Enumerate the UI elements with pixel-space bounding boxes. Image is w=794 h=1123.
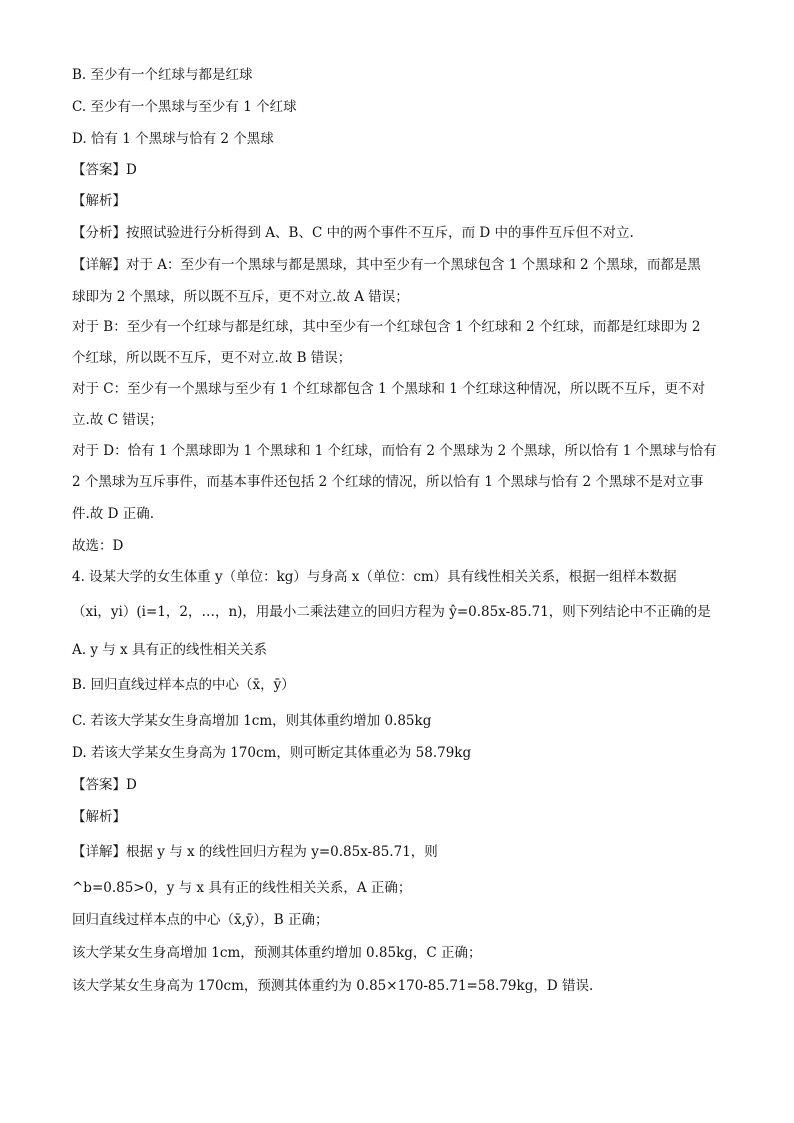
detail-line-3: 对于 B：至少有一个红球与都是红球，其中至少有一个红球包含 1 个红球和 2 个红球，而都是红球即为 2	[72, 319, 701, 335]
q4-detail-line-5: 该大学某女生身高为 170cm，预测其体重约为 0.85×170-85.71=58.79kg，D 错误.	[72, 978, 594, 994]
question-4-line-2: （xi，yi）(i=1，2，…，n)，用最小二乘法建立的回归方程为 ŷ=0.85x-85.71，则下列结论中不正确的是	[72, 604, 711, 620]
detail-line-6: 立.故 C 错误；	[72, 412, 163, 428]
q4-option-b: B. 回归直线过样本点的中心（x̄，ȳ）	[72, 677, 295, 693]
choice-line: 故选：D	[72, 538, 124, 554]
q4-option-c: C. 若该大学某女生身高增加 1cm，则其体重约增加 0.85kg	[72, 713, 432, 729]
q4-detail-line-3: 回归直线过样本点的中心（x̄,ȳ），B 正确；	[72, 912, 329, 928]
analysis-summary-line: 【分析】按照试验进行分析得到 A、B、C 中的两个事件不互斥，而 D 中的事件互斥但不对立.	[72, 225, 634, 241]
q4-answer-line: 【答案】D	[72, 777, 137, 793]
detail-line-7: 对于 D：恰有 1 个黑球即为 1 个黑球和 1 个红球，而恰有 2 个黑球为 2 个黑球，所以恰有 1 个黑球与恰有	[72, 443, 717, 459]
option-c-line: C. 至少有一个黑球与至少有 1 个红球	[72, 99, 297, 115]
detail-line-9: 件.故 D 正确.	[72, 506, 154, 522]
detail-line-2: 球即为 2 个黑球，所以既不互斥，更不对立.故 A 错误；	[72, 289, 409, 305]
detail-line-4: 个红球，所以既不互斥，更不对立.故 B 错误；	[72, 350, 352, 366]
analysis-heading: 【解析】	[72, 193, 126, 209]
q4-option-d: D. 若该大学某女生身高为 170cm，则可断定其体重必为 58.79kg	[72, 745, 472, 761]
question-4-line-1: 4. 设某大学的女生体重 y（单位：kg）与身高 x（单位：cm）具有线性相关关系，根据一组样本数据	[72, 569, 677, 585]
detail-line-5: 对于 C：至少有一个黑球与至少有 1 个红球都包含 1 个黑球和 1 个红球这种情况，所以既不互斥，更不对	[72, 381, 706, 397]
option-d-line: D. 恰有 1 个黑球与恰有 2 个黑球	[72, 131, 274, 147]
option-b-line: B. 至少有一个红球与都是红球	[72, 67, 253, 83]
detail-line-8: 2 个黑球为互斥事件，而基本事件还包括 2 个红球的情况，所以恰有 1 个黑球与恰有 2 个黑球不是对立事	[72, 474, 704, 490]
q4-analysis-heading: 【解析】	[72, 809, 126, 825]
q4-detail-line-1: 【详解】根据 y 与 x 的线性回归方程为 y=0.85x-85.71，则	[72, 844, 438, 860]
detail-line-1: 【详解】对于 A：至少有一个黑球与都是黑球，其中至少有一个黑球包含 1 个黑球和 2 个黑球，而都是黑	[72, 257, 701, 273]
answer-line: 【答案】D	[72, 162, 137, 178]
q4-detail-line-2: ^b=0.85>0，y 与 x 具有正的线性相关关系，A 正确；	[72, 880, 412, 896]
q4-option-a: A. y 与 x 具有正的线性相关关系	[72, 642, 267, 658]
q4-detail-line-4: 该大学某女生身高增加 1cm，预测其体重约增加 0.85kg，C 正确；	[72, 945, 482, 961]
